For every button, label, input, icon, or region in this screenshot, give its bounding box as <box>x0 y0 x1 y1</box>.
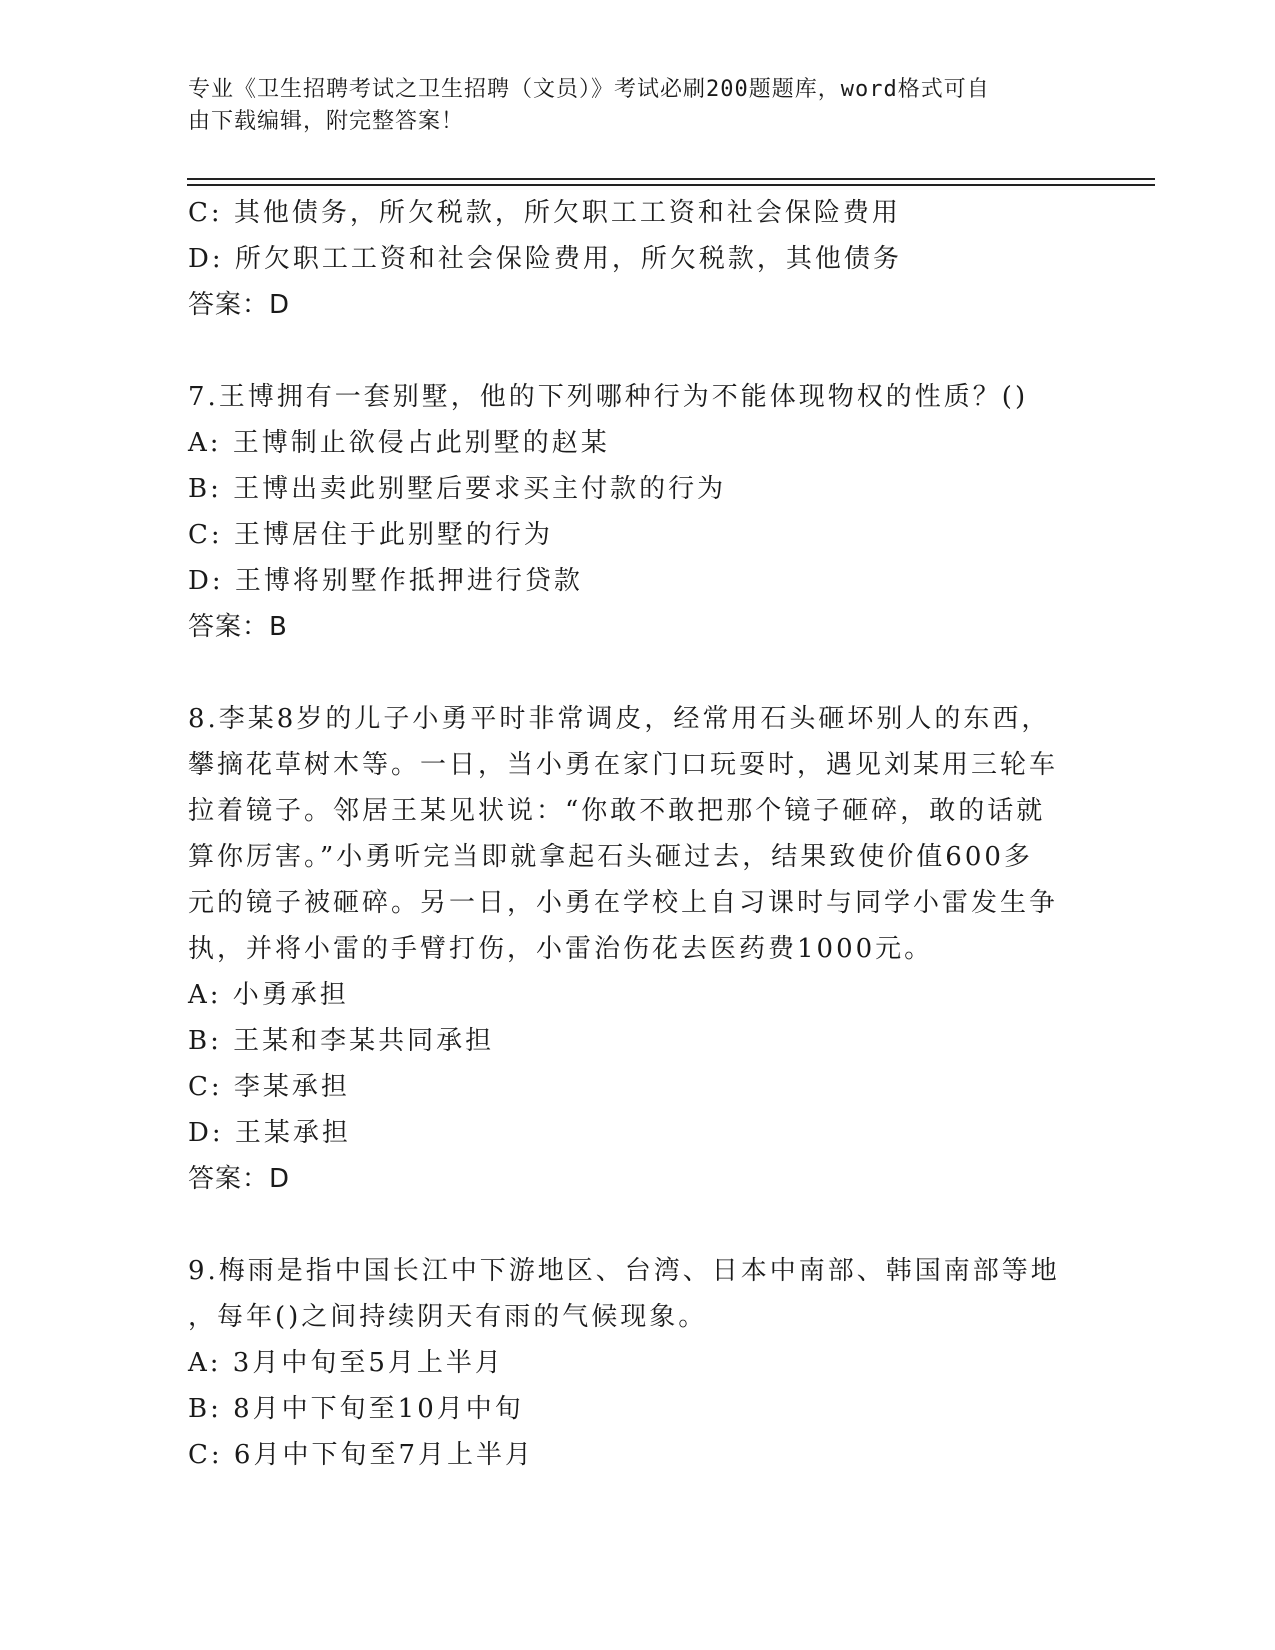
header-divider-bottom <box>187 184 1155 186</box>
option-c: C: 其他债务，所欠税款，所欠职工工资和社会保险费用 <box>188 198 901 228</box>
question-stem-line: 9.梅雨是指中国长江中下游地区、台湾、日本中南部、韩国南部等地 <box>188 1256 1060 1286</box>
answer-label: 答案：D <box>188 290 291 320</box>
question-spacer <box>188 1202 1068 1248</box>
question-stem-line: 拉着镜子。邻居王某见状说：“你敢不敢把那个镜子砸碎，敢的话就 <box>188 796 1046 826</box>
option-c: C: 李某承担 <box>188 1072 350 1102</box>
question-stem-line: 算你厉害。”小勇听完当即就拿起石头砸过去，结果致使价值600多 <box>188 842 1033 872</box>
question-8 <box>188 696 1068 1202</box>
option-c: C: 6月中下旬至7月上半月 <box>188 1440 535 1470</box>
question-spacer <box>188 650 1068 696</box>
question-stem-line: 8.李某8岁的儿子小勇平时非常调皮，经常用石头砸坏别人的东西， <box>188 704 1051 734</box>
option-d: D: 所欠职工工资和社会保险费用，所欠税款，其他债务 <box>188 244 902 274</box>
header-title-line-2: 由下载编辑，附完整答案！ <box>188 109 465 134</box>
document-body <box>188 190 1068 1478</box>
option-c: C: 王博居住于此别墅的行为 <box>188 520 553 550</box>
question-stem-line: 执，并将小雷的手臂打伤，小雷治伤花去医药费1000元。 <box>188 934 934 964</box>
question-6-continued <box>188 190 1068 328</box>
question-stem-line: 攀摘花草树木等。一日，当小勇在家门口玩耍时，遇见刘某用三轮车 <box>188 750 1059 780</box>
question-stem: 7.王博拥有一套别墅，他的下列哪种行为不能体现物权的性质？() <box>188 382 1029 412</box>
question-7 <box>188 374 1068 650</box>
option-b: B: 王某和李某共同承担 <box>188 1026 495 1056</box>
header-divider-top <box>187 178 1155 180</box>
question-stem-line: ，每年()之间持续阴天有雨的气候现象。 <box>188 1302 708 1332</box>
option-a: A: 王博制止欲侵占此别墅的赵某 <box>188 428 610 458</box>
answer-label: 答案：D <box>188 1164 291 1194</box>
document-header <box>188 74 1068 138</box>
question-stem-line: 元的镜子被砸碎。另一日，小勇在学校上自习课时与同学小雷发生争 <box>188 888 1059 918</box>
question-spacer <box>188 328 1068 374</box>
option-d: D: 王某承担 <box>188 1118 351 1148</box>
option-a: A: 3月中旬至5月上半月 <box>188 1348 504 1378</box>
header-title-line-1: 专业《卫生招聘考试之卫生招聘（文员）》考试必刷200题题库，word格式可自 <box>188 77 990 102</box>
option-b: B: 王博出卖此别墅后要求买主付款的行为 <box>188 474 727 504</box>
option-a: A: 小勇承担 <box>188 980 349 1010</box>
option-d: D: 王博将别墅作抵押进行贷款 <box>188 566 583 596</box>
question-9 <box>188 1248 1068 1478</box>
option-b: B: 8月中下旬至10月中旬 <box>188 1394 524 1424</box>
answer-label: 答案：B <box>188 612 288 642</box>
